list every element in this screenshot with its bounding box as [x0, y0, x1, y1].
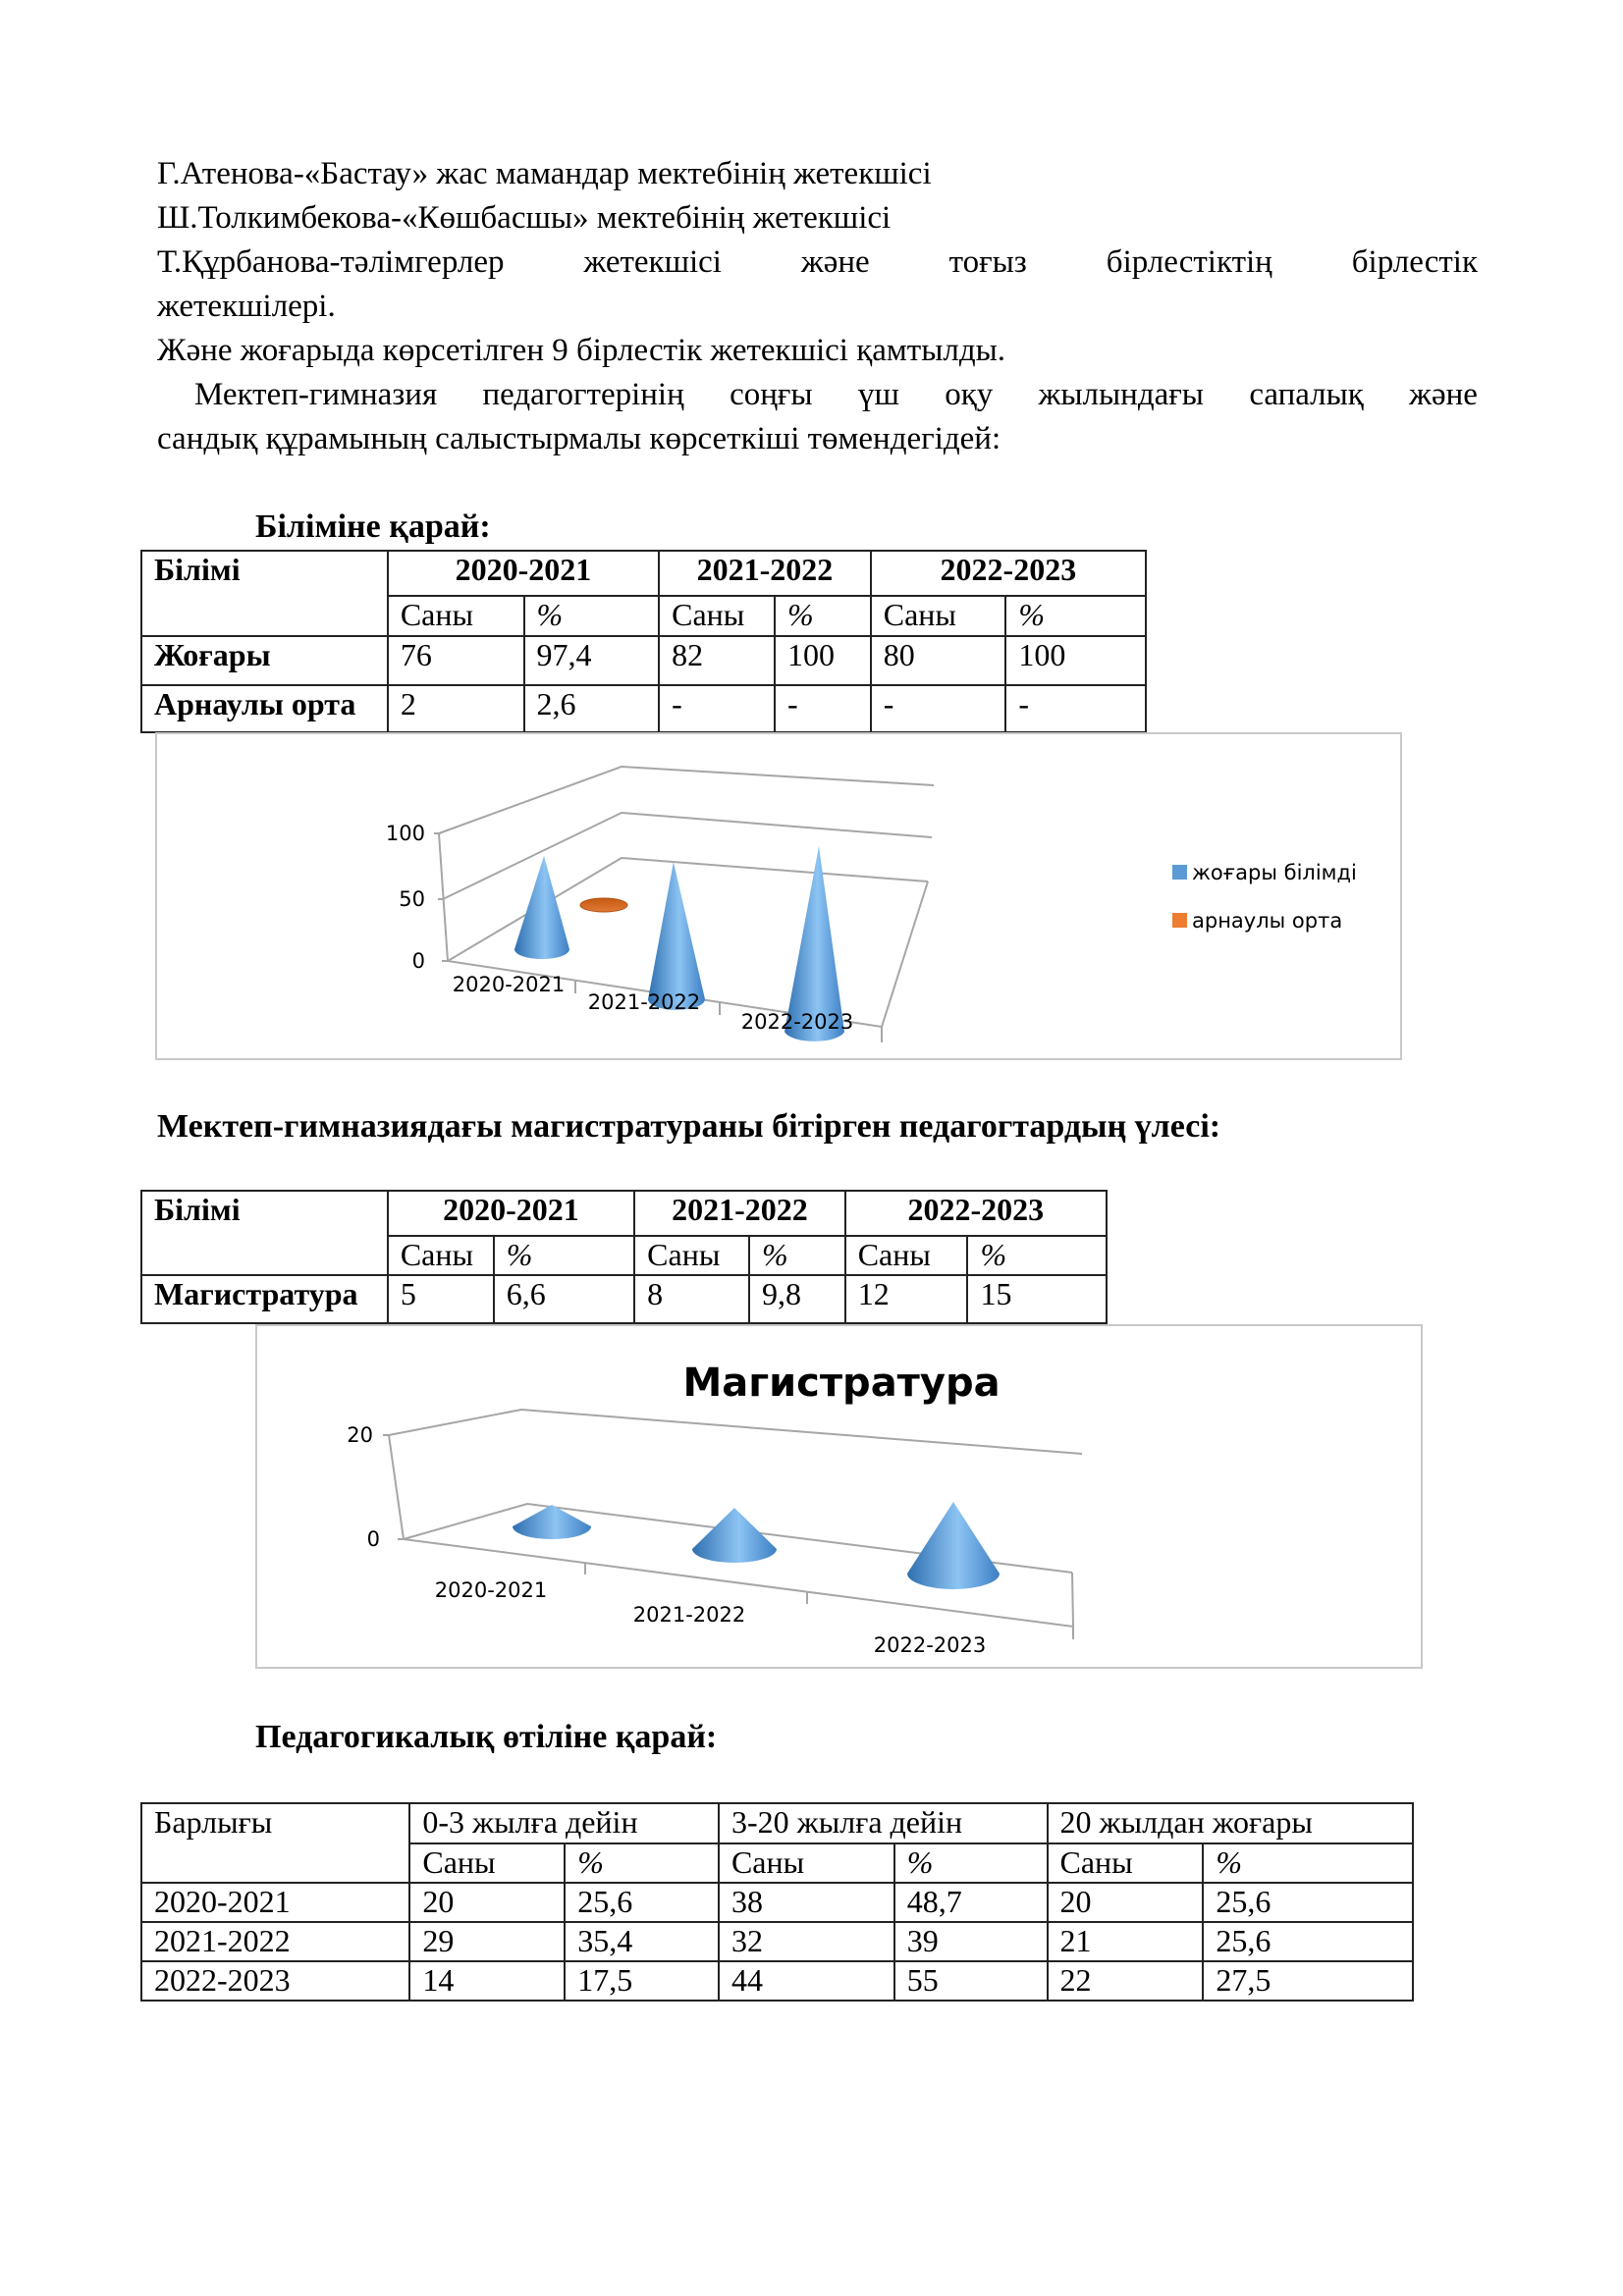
cell: 29	[409, 1922, 565, 1961]
year-header: 2020-2021	[388, 1191, 634, 1236]
intro-line-6	[157, 373, 1478, 417]
intro-line-7: сандық құрамының салыстырмалы көрсеткіші төмендегідей:	[157, 421, 1001, 456]
cell: 80	[871, 636, 1006, 685]
orange-disc-2020-2021	[580, 898, 627, 912]
cell: 20	[409, 1883, 565, 1922]
year-header: 2022-2023	[871, 551, 1146, 596]
word: тоғыз	[948, 244, 1027, 280]
row-label: Магистратура	[141, 1275, 388, 1323]
word: бірлестіктің	[1106, 244, 1272, 280]
x-tick-label: 2021-2022	[632, 1603, 746, 1627]
subheader-count: Саны	[659, 596, 775, 636]
section-heading-experience: Педагогикалық өтіліне қарай:	[255, 1719, 718, 1755]
table-corner-header: Барлығы	[141, 1803, 409, 1883]
table-corner-header: Білімі	[141, 551, 388, 636]
cone-2020-2021	[514, 856, 569, 959]
section-heading-education: Біліміне қарай:	[255, 508, 491, 545]
table-row	[141, 636, 1146, 685]
chart-canvas	[257, 1326, 1425, 1671]
subheader-percent: %	[565, 1843, 719, 1883]
subheader-count: Саны	[634, 1236, 749, 1275]
cone-2021-2022	[692, 1508, 777, 1563]
cell: 6,6	[494, 1275, 634, 1323]
legend-label: арнаулы орта	[1192, 909, 1343, 933]
cell: 15	[967, 1275, 1107, 1323]
table-row	[141, 685, 1146, 732]
cell: 5	[388, 1275, 494, 1323]
word: соңғы	[730, 377, 813, 412]
cone-series-masters	[513, 1502, 1000, 1589]
subheader-percent: %	[494, 1236, 634, 1275]
subheader-count: Саны	[871, 596, 1006, 636]
word: оқу	[945, 377, 994, 412]
year-header: 2021-2022	[659, 551, 871, 596]
cell: 25,6	[1203, 1922, 1413, 1961]
cell: 2,6	[524, 685, 660, 732]
cell: 12	[845, 1275, 968, 1323]
cell: 100	[775, 636, 871, 685]
subheader-percent: %	[967, 1236, 1107, 1275]
x-tick-label: 2022-2023	[740, 1010, 854, 1034]
subheader-count: Саны	[845, 1236, 968, 1275]
group-header: 3-20 жылға дейін	[719, 1803, 1048, 1843]
word: бірлестік	[1351, 244, 1478, 280]
experience-table	[140, 1802, 1414, 2002]
y-tick-label: 0	[366, 1527, 380, 1551]
subheader-percent: %	[749, 1236, 845, 1275]
table-row	[141, 1275, 1107, 1323]
cell: 14	[409, 1961, 565, 2001]
subheader-count: Саны	[719, 1843, 894, 1883]
group-header: 20 жылдан жоғары	[1048, 1803, 1414, 1843]
cell: 32	[719, 1922, 894, 1961]
x-tick-label: 2020-2021	[452, 973, 566, 996]
cell: 35,4	[565, 1922, 719, 1961]
y-tick-label: 20	[347, 1423, 373, 1447]
word: және	[1409, 377, 1478, 412]
row-label: 2020-2021	[141, 1883, 409, 1922]
intro-line-4: жетекшілері.	[157, 289, 336, 324]
cell: 100	[1005, 636, 1146, 685]
cone-2022-2023	[907, 1502, 1000, 1589]
table-row	[141, 1961, 1413, 2001]
intro-line-3	[157, 240, 1478, 285]
y-tick-label: 100	[385, 822, 425, 845]
y-tick-label: 50	[399, 887, 425, 911]
masters-cone-chart	[255, 1324, 1423, 1669]
table-row	[141, 1922, 1413, 1961]
intro-line-2: Ш.Толкимбекова-«Көшбасшы» мектебінің жетекшісі	[157, 200, 892, 236]
table-row	[141, 1883, 1413, 1922]
year-header: 2022-2023	[845, 1191, 1107, 1236]
year-header: 2021-2022	[634, 1191, 845, 1236]
cell: 27,5	[1203, 1961, 1413, 2001]
cell: 8	[634, 1275, 749, 1323]
legend-swatch-orange	[1172, 913, 1187, 928]
intro-line-5: Және жоғарыда көрсетілген 9 бірлестік жетекшісі қамтылды.	[157, 333, 1006, 368]
group-header: 0-3 жылға дейін	[409, 1803, 719, 1843]
cell: 82	[659, 636, 775, 685]
subheader-count: Саны	[1048, 1843, 1204, 1883]
cell: 39	[894, 1922, 1048, 1961]
row-label: 2022-2023	[141, 1961, 409, 2001]
cell: 17,5	[565, 1961, 719, 2001]
subheader-percent: %	[775, 596, 871, 636]
row-label: 2021-2022	[141, 1922, 409, 1961]
word: педагогтерінің	[482, 377, 684, 412]
cell: 48,7	[894, 1883, 1048, 1922]
word: жетекшісі	[583, 244, 722, 280]
cell: 25,6	[1203, 1883, 1413, 1922]
cell: 97,4	[524, 636, 660, 685]
cell: -	[659, 685, 775, 732]
chart-title: Магистратура	[682, 1361, 1001, 1406]
subheader-percent: %	[524, 596, 660, 636]
cell: 76	[388, 636, 524, 685]
cell: 55	[894, 1961, 1048, 2001]
subheader-percent: %	[1005, 596, 1146, 636]
table-corner-header: Білімі	[141, 1191, 388, 1275]
education-cone-chart	[155, 732, 1402, 1060]
subheader-percent: %	[894, 1843, 1048, 1883]
chart-legend	[1172, 861, 1357, 933]
subheader-count: Саны	[409, 1843, 565, 1883]
word: сапалық	[1249, 377, 1364, 412]
word: Т.Құрбанова-тәлімгерлер	[157, 244, 505, 280]
cell: 9,8	[749, 1275, 845, 1323]
intro-line-1: Г.Атенова-«Бастау» жас мамандар мектебінің жетекшісі	[157, 156, 932, 191]
cell: 21	[1048, 1922, 1204, 1961]
y-tick-label: 0	[411, 949, 425, 973]
x-tick-label: 2022-2023	[873, 1633, 987, 1657]
cone-2021-2022	[648, 862, 705, 1010]
subheader-percent: %	[1203, 1843, 1413, 1883]
x-tick-label: 2021-2022	[587, 990, 701, 1014]
masters-table	[140, 1190, 1108, 1324]
cell: -	[1005, 685, 1146, 732]
section-heading-masters: Мектеп-гимназиядағы магистратураны бітірген педагогтардың үлесі:	[157, 1108, 1221, 1145]
cell: -	[871, 685, 1006, 732]
cell: -	[775, 685, 871, 732]
cell: 38	[719, 1883, 894, 1922]
subheader-count: Саны	[388, 1236, 494, 1275]
row-label: Жоғары	[141, 636, 388, 685]
legend-swatch-blue	[1172, 865, 1187, 880]
subheader-count: Саны	[388, 596, 524, 636]
word: жылындағы	[1038, 377, 1204, 412]
education-table	[140, 550, 1147, 733]
chart-canvas	[157, 734, 1404, 1062]
cell: 20	[1048, 1883, 1204, 1922]
cell: 44	[719, 1961, 894, 2001]
row-label: Арнаулы орта	[141, 685, 388, 732]
x-tick-label: 2020-2021	[434, 1578, 548, 1602]
legend-label: жоғары білімді	[1192, 861, 1357, 884]
intro-text	[157, 152, 1478, 461]
cell: 2	[388, 685, 524, 732]
word: Мектеп-гимназия	[194, 377, 438, 412]
year-header: 2020-2021	[388, 551, 659, 596]
word: және	[800, 244, 870, 280]
cell: 25,6	[565, 1883, 719, 1922]
word: үш	[857, 377, 899, 412]
cell: 22	[1048, 1961, 1204, 2001]
